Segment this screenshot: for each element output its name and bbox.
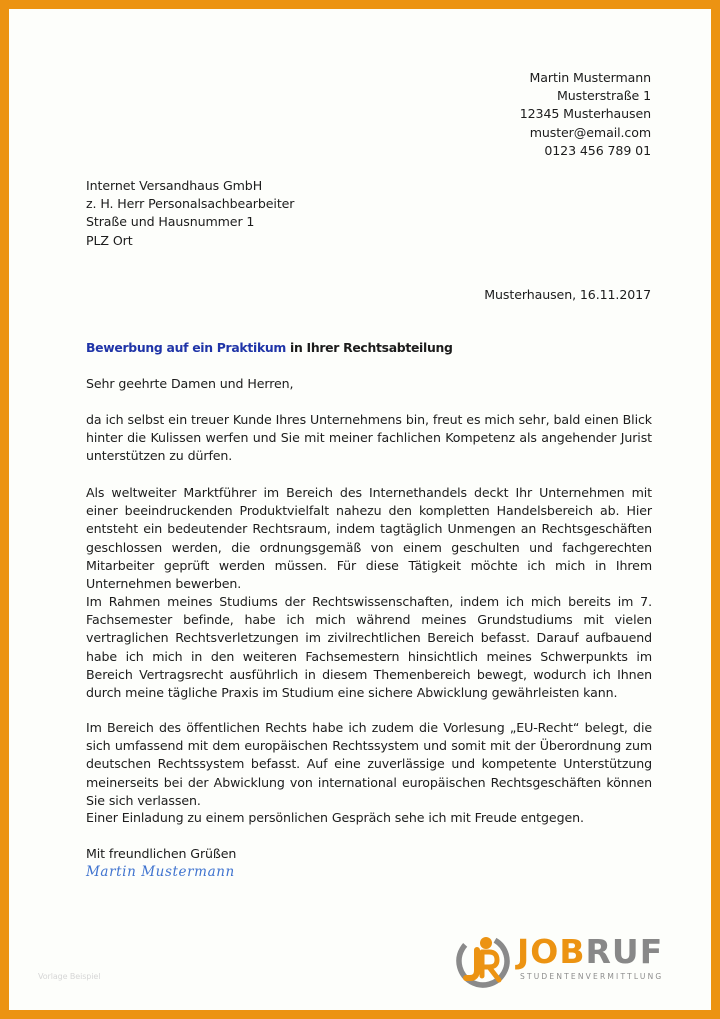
subject-rest: in Ihrer Rechtsabteilung	[286, 340, 453, 355]
jobruf-wordmark	[517, 934, 663, 970]
body-paragraph: Als weltweiter Marktführer im Bereich des Internethandels deckt Ihr Unternehmen mit einer beeindruckenden Produktvielfalt nahezu den kompletten Handelsbereich ab. Hier entsteht ein bedeutender Rechtsraum, indem tagtäglich Unmengen an Rechtsgeschäften geschlossen werden, die ordnungsgemäß von einem geschulten und fachgerechten Mitarbeiter geprüft werden müssen. Für diese Tätigkeit möchte ich mich in Ihrem Unternehmen bewerben.	[86, 485, 652, 592]
subject-highlight: Bewerbung auf ein Praktikum	[86, 340, 287, 355]
date-line: Musterhausen, 16.11.2017	[484, 287, 651, 302]
signature: Martin Mustermann	[86, 864, 235, 880]
recipient-city: PLZ Ort	[86, 232, 133, 248]
jobruf-wordmark-part1: JOB	[517, 932, 586, 971]
recipient-attention: z. H. Herr Personalsachbearbeiter	[86, 196, 295, 212]
subject-line	[86, 340, 453, 355]
jobruf-wordmark-part2: RUF	[585, 932, 664, 971]
sender-phone: 0123 456 789 01	[544, 142, 651, 158]
jobruf-logo-icon	[455, 930, 513, 992]
body-paragraph: Im Rahmen meines Studiums der Rechtswissenschaften, indem ich mich bereits im 7. Fachsemester befinde, habe ich mich während meines Grundstudiums mit vielen vertraglichen Rechtsverletzungen im zivilrechtlichen Bereich befasst. Darauf aufbauend habe ich mich in den weiteren Fachsemestern hinsichtlich meines Schwerpunkts im Bereich Vertragsrecht ausführlich in diesem Themenbereich bewegt, wodurch ich Ihnen durch meine tägliche Praxis im Studium eine sichere Abwicklung gewährleisten kann.	[86, 594, 652, 701]
sender-email: muster@email.com	[529, 124, 651, 140]
salutation: Sehr geehrte Damen und Herren,	[86, 376, 294, 391]
recipient-address-block	[86, 177, 294, 250]
jobruf-tagline: STUDENTENVERMITTLUNG	[520, 972, 664, 981]
jobruf-logo	[455, 930, 664, 996]
watermark-text: Vorlage Beispiel	[38, 972, 101, 981]
closing-sentence: Einer Einladung zu einem persönlichen Gespräch sehe ich mit Freude entgegen.	[86, 810, 584, 825]
recipient-company: Internet Versandhaus GmbH	[86, 178, 263, 193]
sender-city: 12345 Musterhausen	[519, 106, 651, 122]
recipient-street: Straße und Hausnummer 1	[86, 214, 255, 230]
sender-street: Musterstraße 1	[557, 88, 651, 104]
body-paragraph: Im Bereich des öffentlichen Rechts habe ich zudem die Vorlesung „EU-Recht“ belegt, die sich umfassend mit dem europäischen Rechtssystem und somit mit der Überordnung zum deutschen Rechtssystem befasst. Auf eine zuverlässige und kompetente Unterstützung meinerseits bei der Abwicklung von international europäischen Rechtsgeschäften können Sie sich verlassen.	[86, 720, 652, 808]
sender-name: Martin Mustermann	[529, 70, 651, 85]
body-paragraph: da ich selbst ein treuer Kunde Ihres Unternehmens bin, freut es mich sehr, bald einen Blick hinter die Kulissen werfen und Sie mit meiner fachlichen Kompetenz als angehender Jurist unterstützen zu dürfen.	[86, 412, 652, 464]
sender-address-block	[520, 69, 651, 160]
valediction: Mit freundlichen Grüßen	[86, 846, 237, 861]
